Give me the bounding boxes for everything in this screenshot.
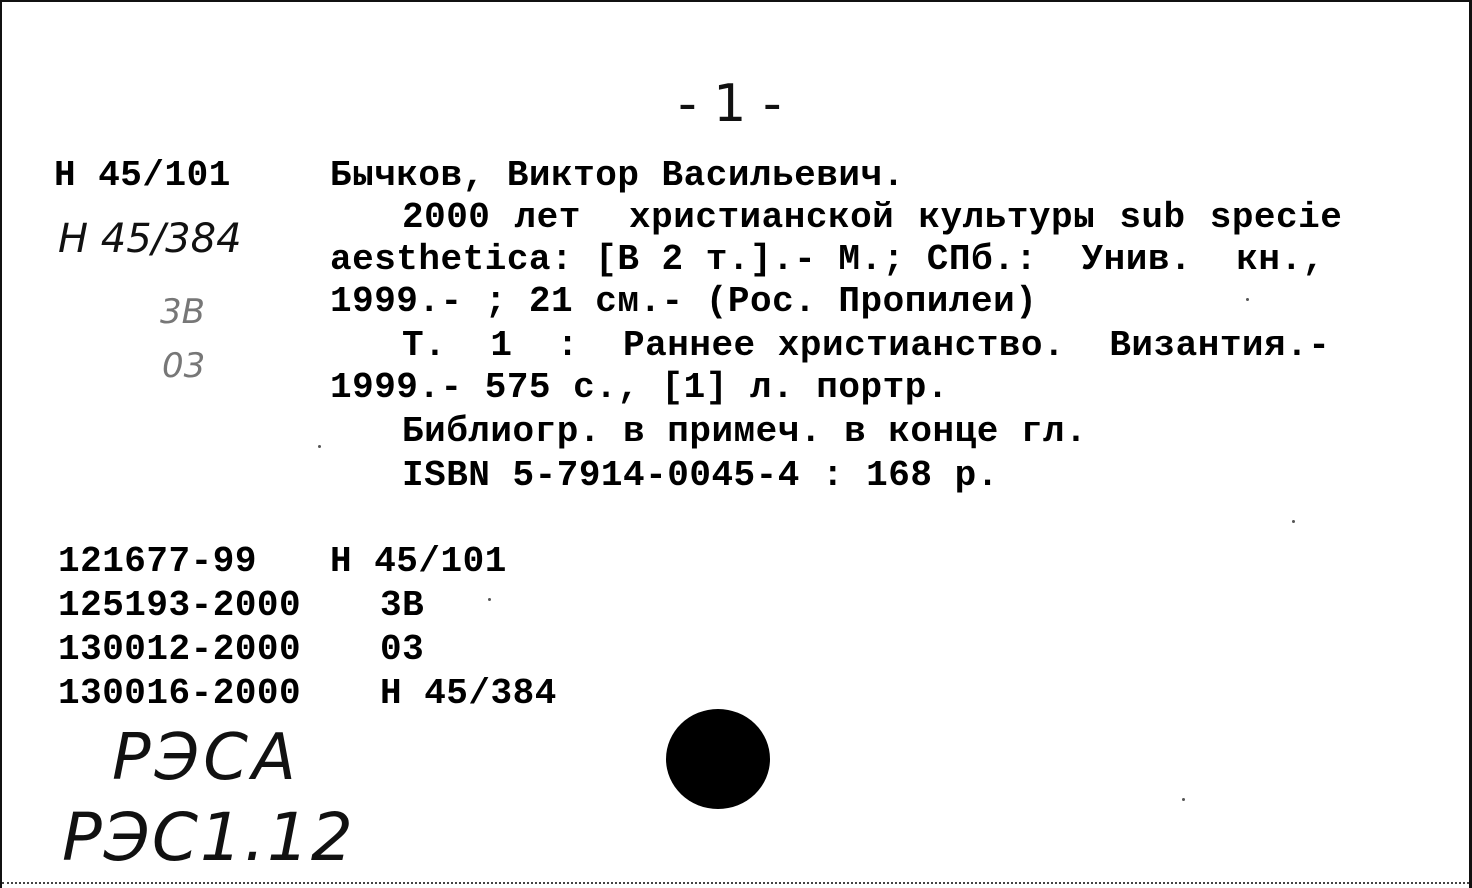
entry-title-line1: 2000 лет христианской культуры sub specie	[402, 197, 1343, 238]
scan-speck	[1292, 520, 1295, 523]
call-number-primary: Н 45/101	[54, 155, 231, 196]
call-number-faint-bottom: 03	[162, 346, 206, 386]
page-marker: - 1 -	[678, 74, 782, 134]
handwritten-note: РЭСА	[112, 721, 300, 795]
call-number-faint-top: 3В	[160, 292, 205, 332]
holding-inventory: 130016-2000	[58, 673, 302, 714]
holding-location: Н 45/101	[330, 541, 507, 582]
card-bottom-edge	[2, 882, 1469, 884]
handwritten-note: РЭС1.12	[62, 799, 355, 876]
entry-notes: Библиогр. в примеч. в конце гл.	[402, 411, 1088, 452]
entry-isbn: ISBN 5-7914-0045-4 : 168 р.	[402, 455, 999, 496]
holding-location: 03	[380, 629, 425, 670]
holding-inventory: 121677-99	[58, 541, 257, 582]
holding-inventory: 130012-2000	[58, 629, 302, 670]
holding-location: 3В	[380, 585, 425, 626]
call-number-handwritten: Н 45/384	[58, 216, 242, 262]
entry-volume-line1: Т. 1 : Раннее христианство. Византия.-	[402, 325, 1331, 366]
scan-speck	[1182, 798, 1185, 801]
entry-title-line2: aesthetica: [В 2 т.].- М.; СПб.: Унив. кн.,	[330, 239, 1325, 280]
entry-volume-line2: 1999.- 575 с., [1] л. портр.	[330, 367, 949, 408]
scan-speck	[488, 598, 491, 601]
entry-author: Бычков, Виктор Васильевич.	[330, 155, 905, 196]
holding-inventory: 125193-2000	[58, 585, 302, 626]
scan-speck	[318, 445, 321, 448]
punch-hole	[666, 709, 770, 809]
entry-title-line3: 1999.- ; 21 см.- (Рос. Пропилеи)	[330, 281, 1038, 322]
holding-location: Н 45/384	[380, 673, 557, 714]
scan-speck	[1246, 298, 1249, 301]
